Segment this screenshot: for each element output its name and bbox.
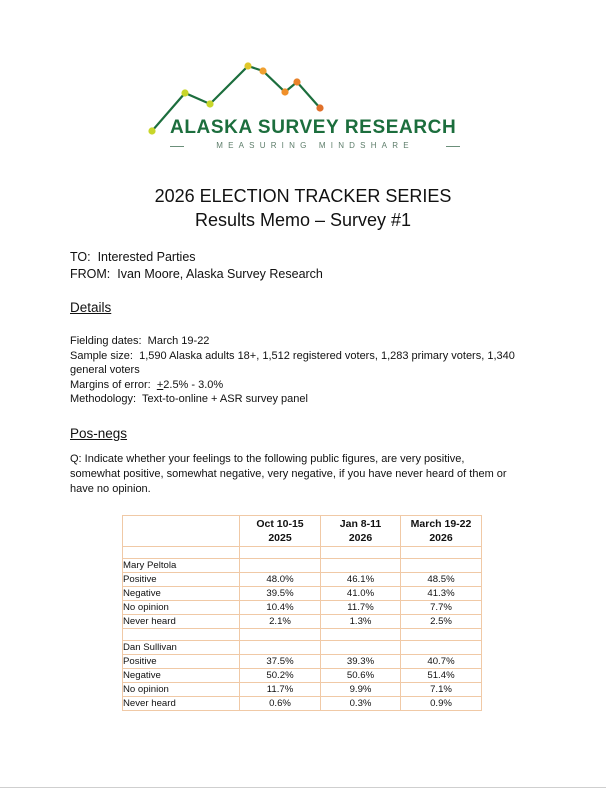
cell-value: 0.6% [240, 697, 321, 711]
row-label: Negative [123, 587, 240, 601]
cell-value: 1.3% [321, 615, 401, 629]
cell-value: 51.4% [401, 669, 482, 683]
company-logo [140, 56, 470, 156]
cell-value: 2.5% [401, 615, 482, 629]
cell-value: 39.3% [321, 655, 401, 669]
moe-plus-minus: + [156, 379, 164, 391]
table-row [123, 697, 482, 711]
margin-of-error-line [70, 379, 223, 391]
sample-size-continued: general voters [70, 364, 140, 376]
table-row [123, 573, 482, 587]
row-label: No opinion [123, 683, 240, 697]
question-line-3: have no opinion. [70, 483, 151, 495]
cell-value: 7.1% [401, 683, 482, 697]
cell-value: 41.0% [321, 587, 401, 601]
group-name: Dan Sullivan [123, 641, 240, 655]
question-line-1: Q: Indicate whether your feelings to the following public figures, are very positive, [70, 453, 465, 465]
cell-value: 9.9% [321, 683, 401, 697]
table-row [123, 601, 482, 615]
logo-dot [281, 88, 288, 95]
methodology-value: Text-to-online + ASR survey panel [141, 393, 308, 405]
fielding-value: March 19-22 [147, 335, 210, 347]
table-row [123, 587, 482, 601]
methodology-line [70, 393, 308, 405]
details-heading: Details [70, 300, 112, 315]
table-row [123, 683, 482, 697]
row-label: Never heard [123, 697, 240, 711]
cell-value: 48.5% [401, 573, 482, 587]
to-value: Interested Parties [97, 250, 196, 264]
logo-dot [244, 62, 251, 69]
group-row-peltola [123, 559, 482, 573]
group-name: Mary Peltola [123, 559, 240, 573]
cell-value: 39.5% [240, 587, 321, 601]
sample-label: Sample size: [70, 350, 133, 362]
cell-value: 46.1% [321, 573, 401, 587]
memo-title: 2026 ELECTION TRACKER SERIES [154, 186, 452, 206]
methodology-label: Methodology: [70, 393, 137, 405]
sample-size-line [70, 350, 515, 362]
logo-dot [206, 100, 213, 107]
cell-value: 10.4% [240, 601, 321, 615]
logo-dot [181, 89, 188, 96]
results-table [122, 515, 482, 711]
cell-value: 2.1% [240, 615, 321, 629]
memo-from-line [70, 267, 323, 281]
cell-value: 50.6% [321, 669, 401, 683]
fielding-label: Fielding dates: [70, 335, 142, 347]
moe-value: 2.5% - 3.0% [163, 379, 224, 391]
cell-value: 41.3% [401, 587, 482, 601]
cell-value: 40.7% [401, 655, 482, 669]
cell-value: 37.5% [240, 655, 321, 669]
column-header-march: March 19-22 2026 [401, 516, 482, 547]
page-bottom-divider [0, 787, 606, 788]
spacer-row [123, 547, 482, 559]
question-line-2: somewhat positive, somewhat negative, very negative, if you have never heard of them or [70, 468, 507, 480]
spacer-row [123, 629, 482, 641]
header-blank [123, 516, 240, 547]
logo-dot [148, 127, 155, 134]
to-label: TO: [70, 250, 91, 264]
cell-value: 50.2% [240, 669, 321, 683]
logo-dot [293, 78, 300, 85]
table-row [123, 669, 482, 683]
cell-value: 0.3% [321, 697, 401, 711]
from-value: Ivan Moore, Alaska Survey Research [117, 267, 323, 281]
row-label: Positive [123, 573, 240, 587]
moe-label: Margins of error: [70, 379, 151, 391]
row-label: Negative [123, 669, 240, 683]
table-header-row [123, 516, 482, 547]
cell-value: 7.7% [401, 601, 482, 615]
logo-tagline: MEASURING MINDSHARE [216, 141, 414, 150]
sample-value: 1,590 Alaska adults 18+, 1,512 registered voters, 1,283 primary voters, 1,340 [139, 350, 515, 362]
row-label: No opinion [123, 601, 240, 615]
logo-rule-left [170, 146, 184, 147]
memo-subtitle: Results Memo – Survey #1 [194, 210, 412, 230]
row-label: Positive [123, 655, 240, 669]
cell-value: 0.9% [401, 697, 482, 711]
logo-dot [316, 104, 323, 111]
posnegs-heading: Pos-negs [70, 426, 128, 441]
row-label: Never heard [123, 615, 240, 629]
group-row-sullivan [123, 641, 482, 655]
fielding-dates-line [70, 335, 209, 347]
column-header-jan: Jan 8-11 2026 [321, 516, 401, 547]
logo-rule-right [446, 146, 460, 147]
column-header-oct: Oct 10-15 2025 [240, 516, 321, 547]
memo-to-line [70, 250, 196, 264]
cell-value: 11.7% [321, 601, 401, 615]
table-row [123, 615, 482, 629]
logo-tagline-row [170, 141, 460, 153]
table-row [123, 655, 482, 669]
from-label: FROM: [70, 267, 111, 281]
logo-company-name: ALASKA SURVEY RESEARCH [170, 117, 457, 138]
logo-dot [259, 67, 266, 74]
cell-value: 11.7% [240, 683, 321, 697]
cell-value: 48.0% [240, 573, 321, 587]
